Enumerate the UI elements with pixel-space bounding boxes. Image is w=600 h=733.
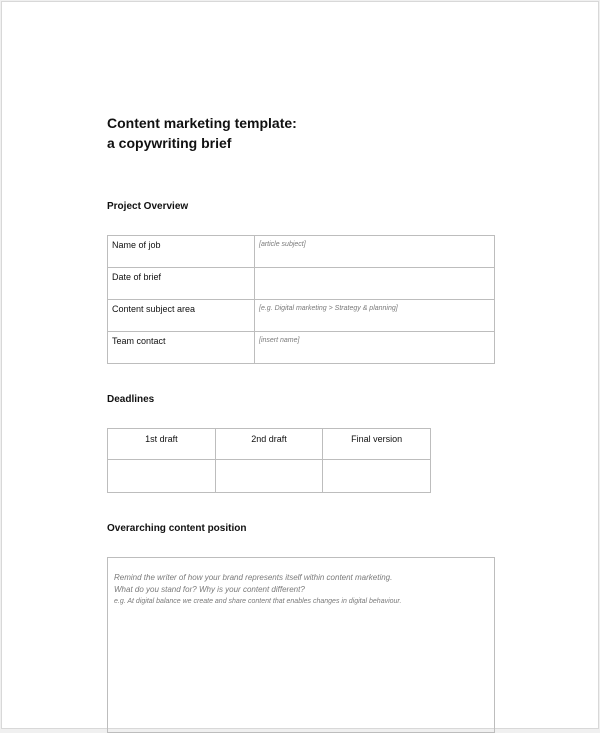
date-of-brief-field[interactable] (255, 268, 495, 300)
document-page (1, 1, 599, 729)
table-row (108, 300, 495, 332)
content-subject-area-label: Content subject area (108, 300, 255, 332)
project-overview-heading: Project Overview (107, 201, 189, 212)
team-contact-field[interactable]: [insert name] (255, 332, 495, 364)
content-position-field[interactable] (107, 557, 495, 733)
first-draft-date-field[interactable] (108, 460, 216, 493)
name-of-job-label: Name of job (108, 236, 255, 268)
table-row (108, 236, 495, 268)
content-position-example: e.g. At digital balance we create and share content that enables changes in digital behaviour. (114, 598, 402, 605)
document-title-line-2: a copywriting brief (107, 135, 232, 151)
content-position-hint-line-2: What do you stand for? Why is your content different? (114, 585, 305, 594)
document-title-line-1: Content marketing template: (107, 115, 297, 131)
deadlines-heading: Deadlines (107, 394, 155, 405)
second-draft-header: 2nd draft (215, 429, 323, 460)
final-version-header: Final version (323, 429, 431, 460)
date-of-brief-label: Date of brief (108, 268, 255, 300)
table-row (108, 332, 495, 364)
second-draft-date-field[interactable] (215, 460, 323, 493)
content-position-heading: Overarching content position (107, 523, 247, 534)
project-overview-table (107, 235, 495, 364)
final-version-date-field[interactable] (323, 460, 431, 493)
deadlines-table (107, 428, 431, 493)
name-of-job-field[interactable]: [article subject] (255, 236, 495, 268)
document-title (107, 113, 297, 153)
team-contact-label: Team contact (108, 332, 255, 364)
content-subject-area-field[interactable]: [e.g. Digital marketing > Strategy & planning] (255, 300, 495, 332)
table-row (108, 268, 495, 300)
content-position-hint-line-1: Remind the writer of how your brand represents itself within content marketing. (114, 573, 393, 582)
table-row (108, 460, 431, 493)
first-draft-header: 1st draft (108, 429, 216, 460)
table-header-row (108, 429, 431, 460)
